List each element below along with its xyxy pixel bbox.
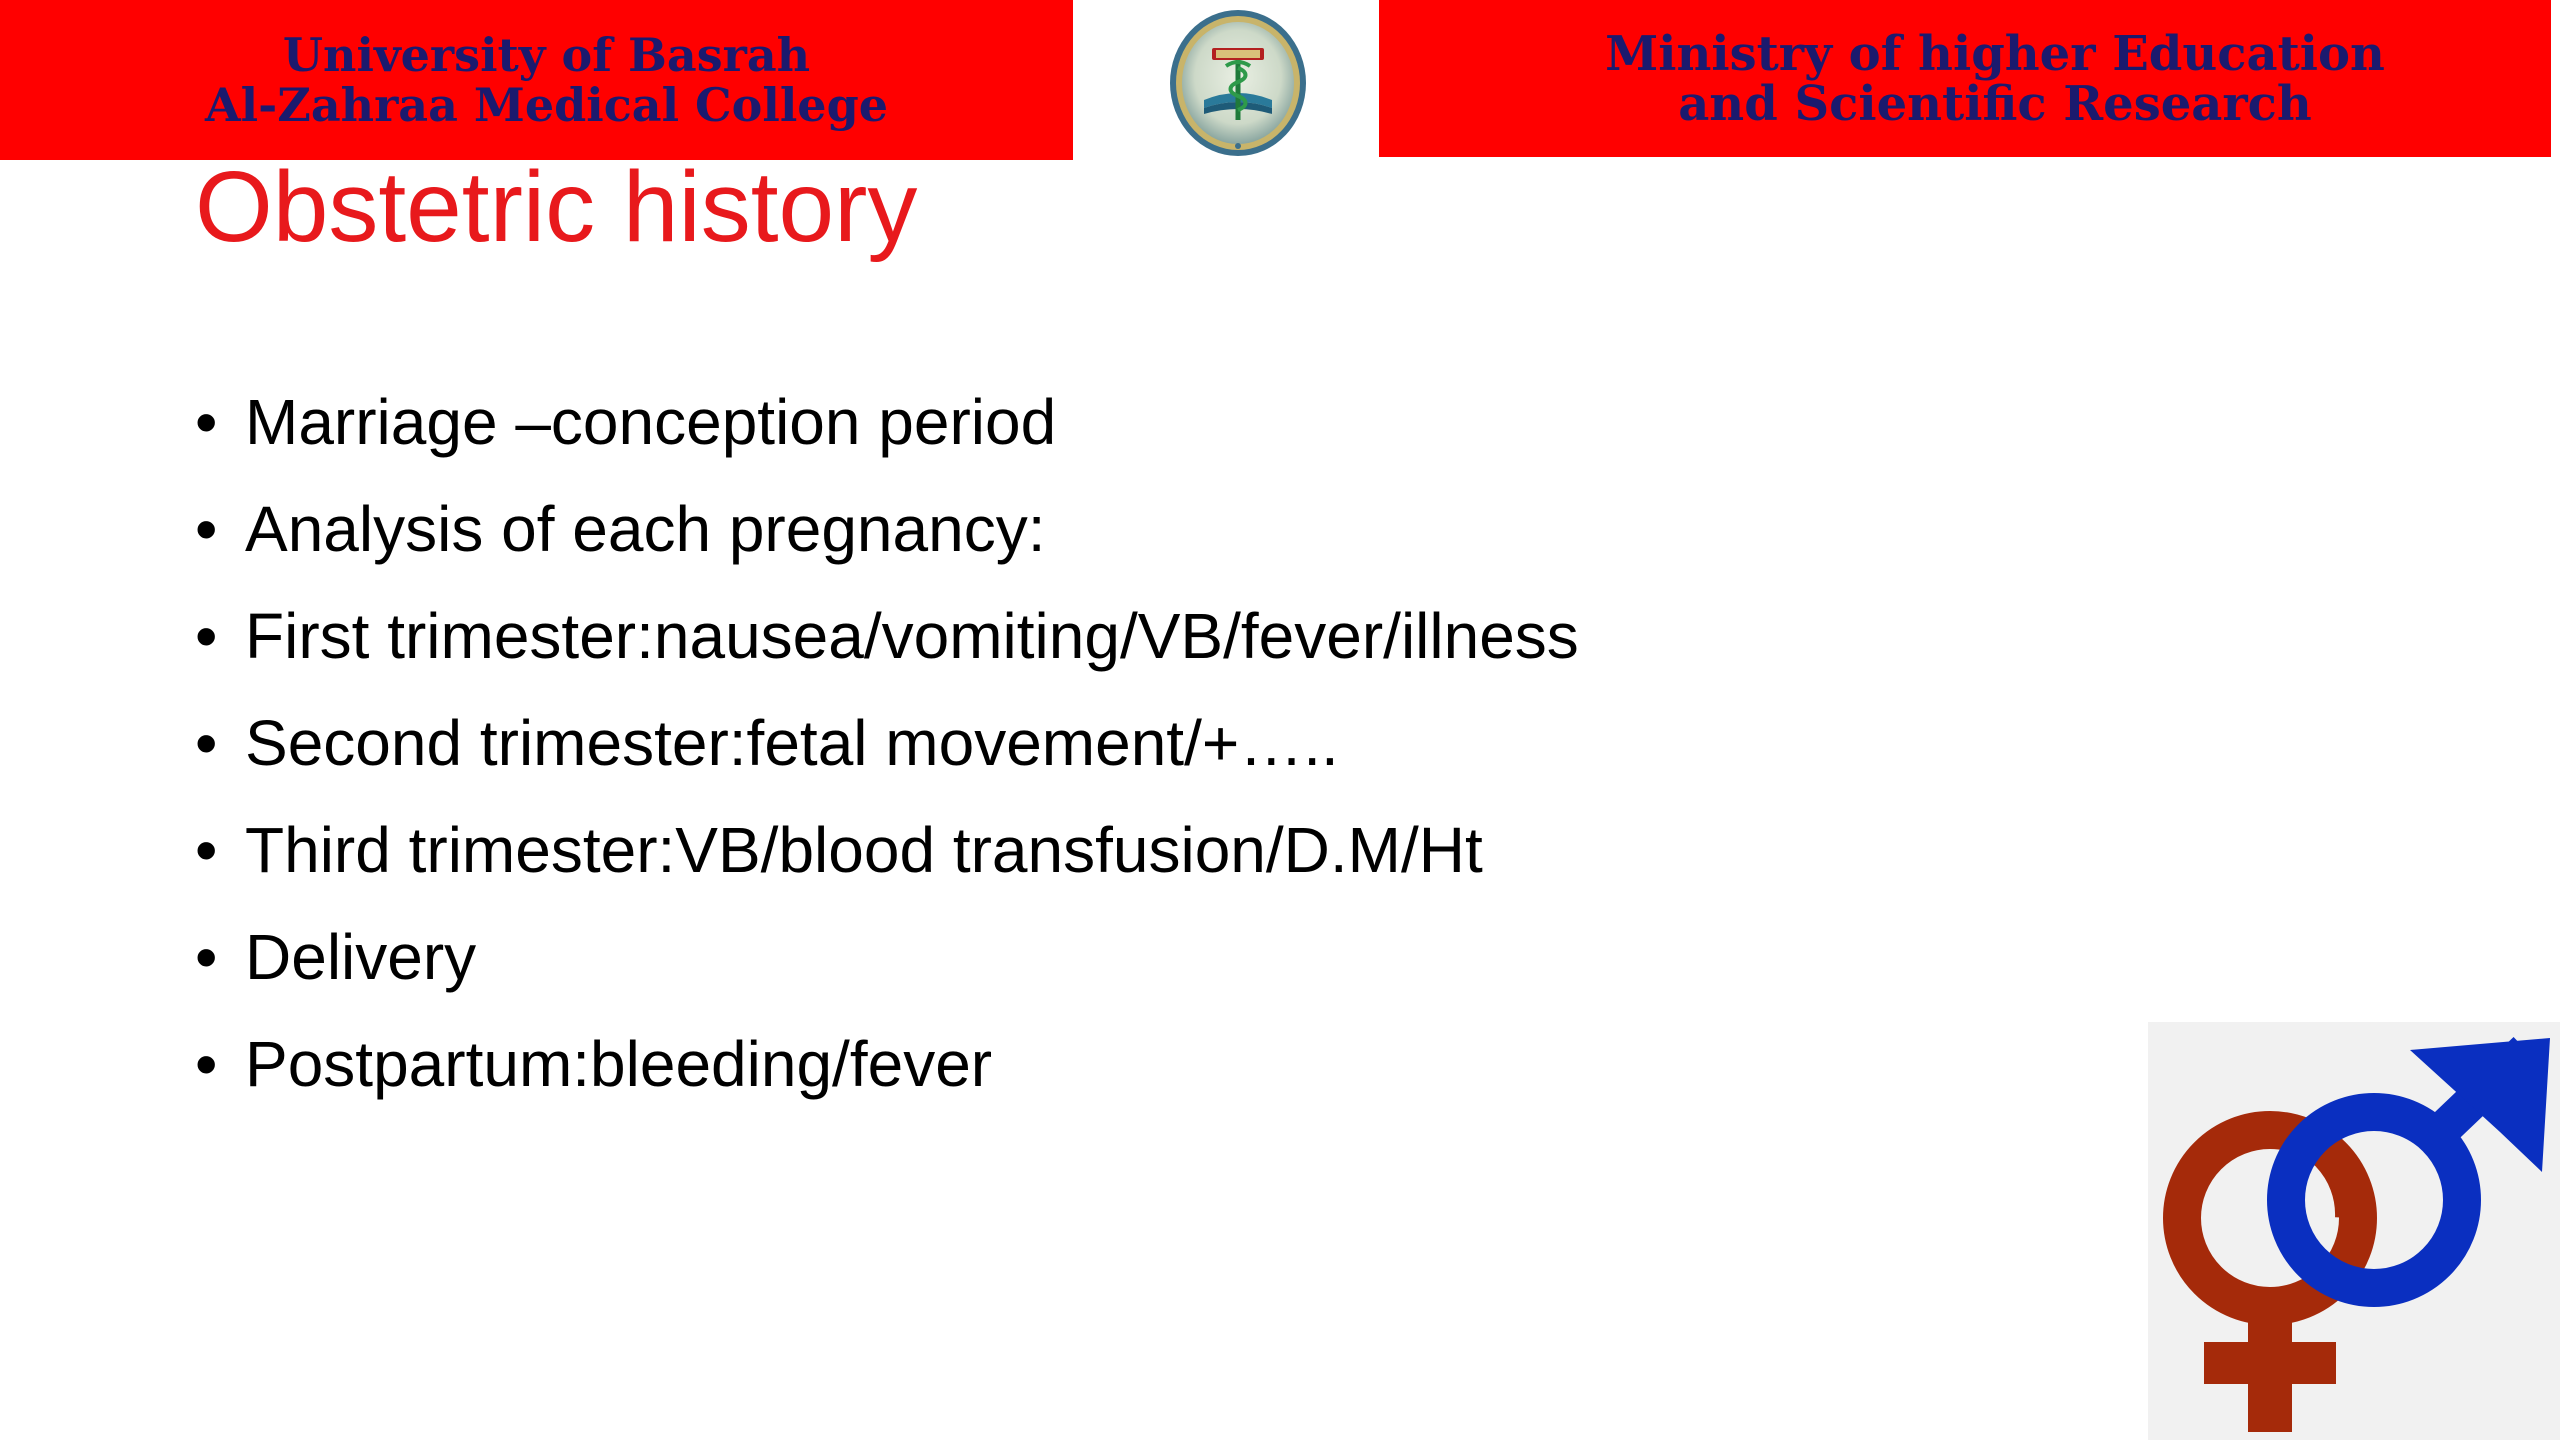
bullet-item [195, 599, 1579, 706]
gender-symbols-icon [2148, 1022, 2560, 1440]
bullet-item [195, 492, 1579, 599]
bullet-text: Second trimester:fetal movement/+….. [245, 707, 1339, 779]
college-name: Al-Zahraa Medical College [204, 78, 888, 132]
bullet-text: First trimester:nausea/vomiting/VB/fever/illness [245, 600, 1579, 672]
bullet-item [195, 813, 1579, 920]
ministry-subtitle: and Scientific Research [1678, 75, 2312, 132]
bullet-dot: • [195, 921, 218, 993]
bullet-text: Marriage –conception period [245, 386, 1057, 458]
bullet-text: Third trimester:VB/blood transfusion/D.M/Ht [245, 814, 1483, 886]
bullet-dot: • [195, 493, 218, 565]
bullet-dot: • [195, 1028, 218, 1100]
bullet-dot: • [195, 386, 218, 458]
university-name: University of Basrah [282, 28, 811, 82]
bullet-list [195, 385, 1579, 1134]
bullet-dot: • [195, 707, 218, 779]
header-banner-left [0, 0, 1073, 160]
bullet-item [195, 920, 1579, 1027]
bullet-item [195, 1027, 1579, 1134]
header-banner-right [1379, 0, 2551, 157]
bullet-text: Postpartum:bleeding/fever [245, 1028, 993, 1100]
bullet-text: Delivery [245, 921, 477, 993]
slide-title: Obstetric history [195, 151, 918, 263]
bullet-item [195, 385, 1579, 492]
bullet-dot: • [195, 600, 218, 672]
bullet-item [195, 706, 1579, 813]
bullet-dot: • [195, 814, 218, 886]
bullet-text: Analysis of each pregnancy: [245, 493, 1046, 565]
ministry-name: Ministry of higher Education [1605, 25, 2385, 82]
college-seal-icon [1168, 8, 1308, 158]
